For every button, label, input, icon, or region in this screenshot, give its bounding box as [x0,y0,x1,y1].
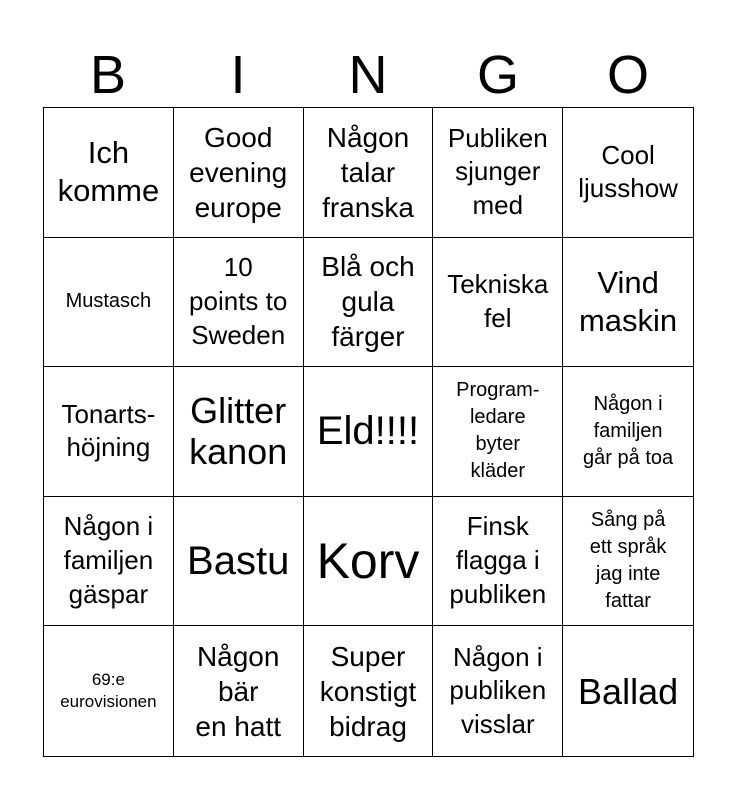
bingo-header [43,44,693,106]
bingo-board [43,107,694,757]
bingo-cell-r1c4[interactable]: Publiken sjunger med [433,108,563,238]
bingo-cell-r3c3[interactable]: Eld!!!! [304,367,434,497]
header-letter-g: G [476,45,519,105]
bingo-cell-r5c4[interactable]: Någon i publiken visslar [433,626,563,756]
bingo-cell-r2c2[interactable]: 10 points to Sweden [174,238,304,368]
bingo-cell-r5c3[interactable]: Super konstigt bidrag [304,626,434,756]
bingo-cell-r3c1[interactable]: Tonarts- höjning [44,367,174,497]
header-letter-i: I [230,45,246,105]
bingo-cell-r1c2[interactable]: Good evening europe [174,108,304,238]
bingo-cell-r1c5[interactable]: Cool ljusshow [563,108,693,238]
header-letter-b: B [89,45,127,105]
bingo-cell-r3c2[interactable]: Glitter kanon [174,367,304,497]
bingo-cell-r2c4[interactable]: Tekniska fel [433,238,563,368]
bingo-cell-r5c2[interactable]: Någon bär en hatt [174,626,304,756]
header-letter-n: N [348,45,388,105]
bingo-cell-r1c3[interactable]: Någon talar franska [304,108,434,238]
bingo-cell-r4c5[interactable]: Sång på ett språk jag inte fattar [563,497,693,627]
bingo-cell-r3c4[interactable]: Program- ledare byter kläder [433,367,563,497]
bingo-cell-r3c5[interactable]: Någon i familjen går på toa [563,367,693,497]
bingo-cell-r2c3[interactable]: Blå och gula färger [304,238,434,368]
bingo-cell-r5c5[interactable]: Ballad [578,670,679,712]
bingo-cell-r2c5[interactable]: Vind maskin [563,238,693,368]
bingo-cell-r5c1[interactable]: 69:e eurovisionen [44,626,174,756]
bingo-cell-r4c4[interactable]: Finsk flagga i publiken [433,497,563,627]
bingo-cell-r4c2[interactable]: Bastu [174,497,304,627]
bingo-cell-r4c1[interactable]: Någon i familjen gäspar [44,497,174,627]
header-letter-o: O [606,45,649,105]
bingo-cell-r4c3[interactable]: Korv [304,497,434,627]
bingo-cell-r2c1[interactable]: Mustasch [44,238,174,368]
bingo-cell-r1c1[interactable]: Ich komme [44,108,174,238]
